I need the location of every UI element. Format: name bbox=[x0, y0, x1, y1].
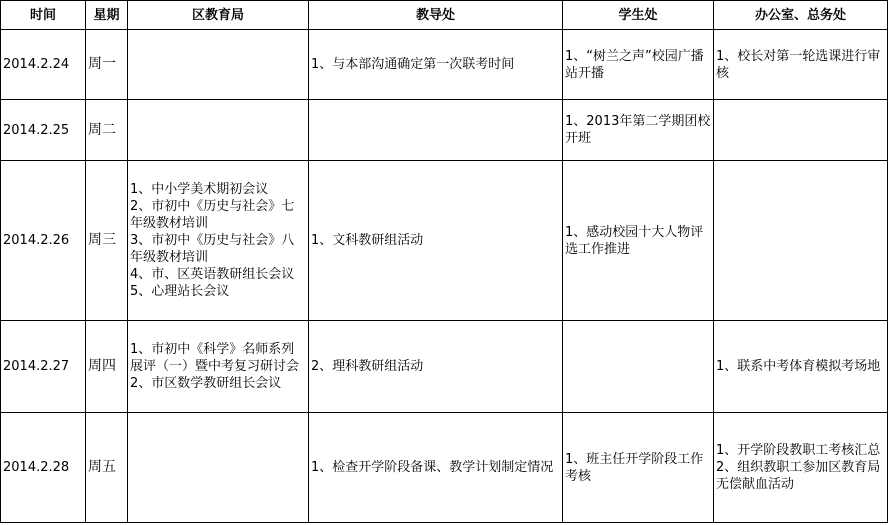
table-row bbox=[1, 100, 888, 161]
cell-item: 3、市初中《历史与社会》八年级教材培训 bbox=[130, 233, 295, 265]
header-office-general: 办公室、总务处 bbox=[714, 1, 888, 30]
header-weekday: 星期 bbox=[86, 1, 128, 30]
cell-item: 1、“树兰之声”校园广播站开播 bbox=[565, 48, 704, 81]
cell-item: 1、中小学美术期初会议 bbox=[130, 182, 269, 197]
table-row bbox=[1, 321, 888, 413]
cell-office-general bbox=[714, 30, 888, 100]
cell-student-affairs bbox=[563, 30, 714, 100]
cell-student-affairs bbox=[563, 161, 714, 321]
header-student-affairs: 学生处 bbox=[563, 1, 714, 30]
cell-student-affairs bbox=[563, 321, 714, 413]
cell-item: 1、开学阶段教职工考核汇总 bbox=[716, 443, 881, 458]
cell-student-affairs bbox=[563, 100, 714, 161]
cell-item: 1、文科教研组活动 bbox=[311, 233, 424, 248]
cell-academic-affairs bbox=[309, 321, 563, 413]
cell-item: 4、市、区英语教研组长会议 bbox=[130, 267, 295, 282]
cell-item: 1、与本部沟通确定第一次联考时间 bbox=[311, 57, 515, 72]
cell-item: 2、市初中《历史与社会》七年级教材培训 bbox=[130, 199, 295, 231]
cell-item: 1、市初中《科学》名师系列展评（一）暨中考复习研讨会 bbox=[130, 342, 300, 374]
cell-item: 5、心理站长会议 bbox=[130, 284, 230, 299]
cell-district-bureau bbox=[128, 100, 309, 161]
cell-item: 1、校长对第一轮选课进行审核 bbox=[716, 48, 881, 81]
cell-office-general bbox=[714, 161, 888, 321]
cell-date: 2014.2.25 bbox=[1, 100, 86, 161]
cell-date: 2014.2.26 bbox=[1, 161, 86, 321]
header-time: 时间 bbox=[1, 1, 86, 30]
cell-district-bureau bbox=[128, 161, 309, 321]
cell-weekday: 周五 bbox=[86, 413, 128, 523]
cell-academic-affairs bbox=[309, 30, 563, 100]
cell-academic-affairs bbox=[309, 100, 563, 161]
header-row bbox=[1, 1, 888, 30]
table-row bbox=[1, 161, 888, 321]
cell-student-affairs bbox=[563, 413, 714, 523]
cell-item: 2、理科教研组活动 bbox=[311, 359, 424, 374]
cell-item: 1、联系中考体育模拟考场地 bbox=[716, 359, 881, 374]
cell-item: 1、检查开学阶段备课、教学计划制定情况 bbox=[311, 460, 554, 475]
cell-item: 1、2013年第二学期团校开班 bbox=[565, 114, 711, 146]
cell-weekday: 周二 bbox=[86, 100, 128, 161]
header-academic-affairs: 教导处 bbox=[309, 1, 563, 30]
cell-district-bureau bbox=[128, 30, 309, 100]
table-row bbox=[1, 30, 888, 100]
cell-district-bureau bbox=[128, 413, 309, 523]
cell-date: 2014.2.24 bbox=[1, 30, 86, 100]
cell-item: 2、组织教职工参加区教育局无偿献血活动 bbox=[716, 460, 881, 492]
cell-district-bureau bbox=[128, 321, 309, 413]
cell-weekday: 周四 bbox=[86, 321, 128, 413]
cell-date: 2014.2.27 bbox=[1, 321, 86, 413]
cell-academic-affairs bbox=[309, 161, 563, 321]
cell-academic-affairs bbox=[309, 413, 563, 523]
cell-office-general bbox=[714, 100, 888, 161]
cell-item: 1、感动校园十大人物评选工作推进 bbox=[565, 224, 704, 257]
cell-date: 2014.2.28 bbox=[1, 413, 86, 523]
cell-office-general bbox=[714, 413, 888, 523]
cell-office-general bbox=[714, 321, 888, 413]
table-row bbox=[1, 413, 888, 523]
cell-weekday: 周三 bbox=[86, 161, 128, 321]
cell-item: 2、市区数学教研组长会议 bbox=[130, 376, 282, 391]
cell-item: 1、班主任开学阶段工作考核 bbox=[565, 451, 704, 484]
cell-weekday: 周一 bbox=[86, 30, 128, 100]
header-district-bureau: 区教育局 bbox=[128, 1, 309, 30]
